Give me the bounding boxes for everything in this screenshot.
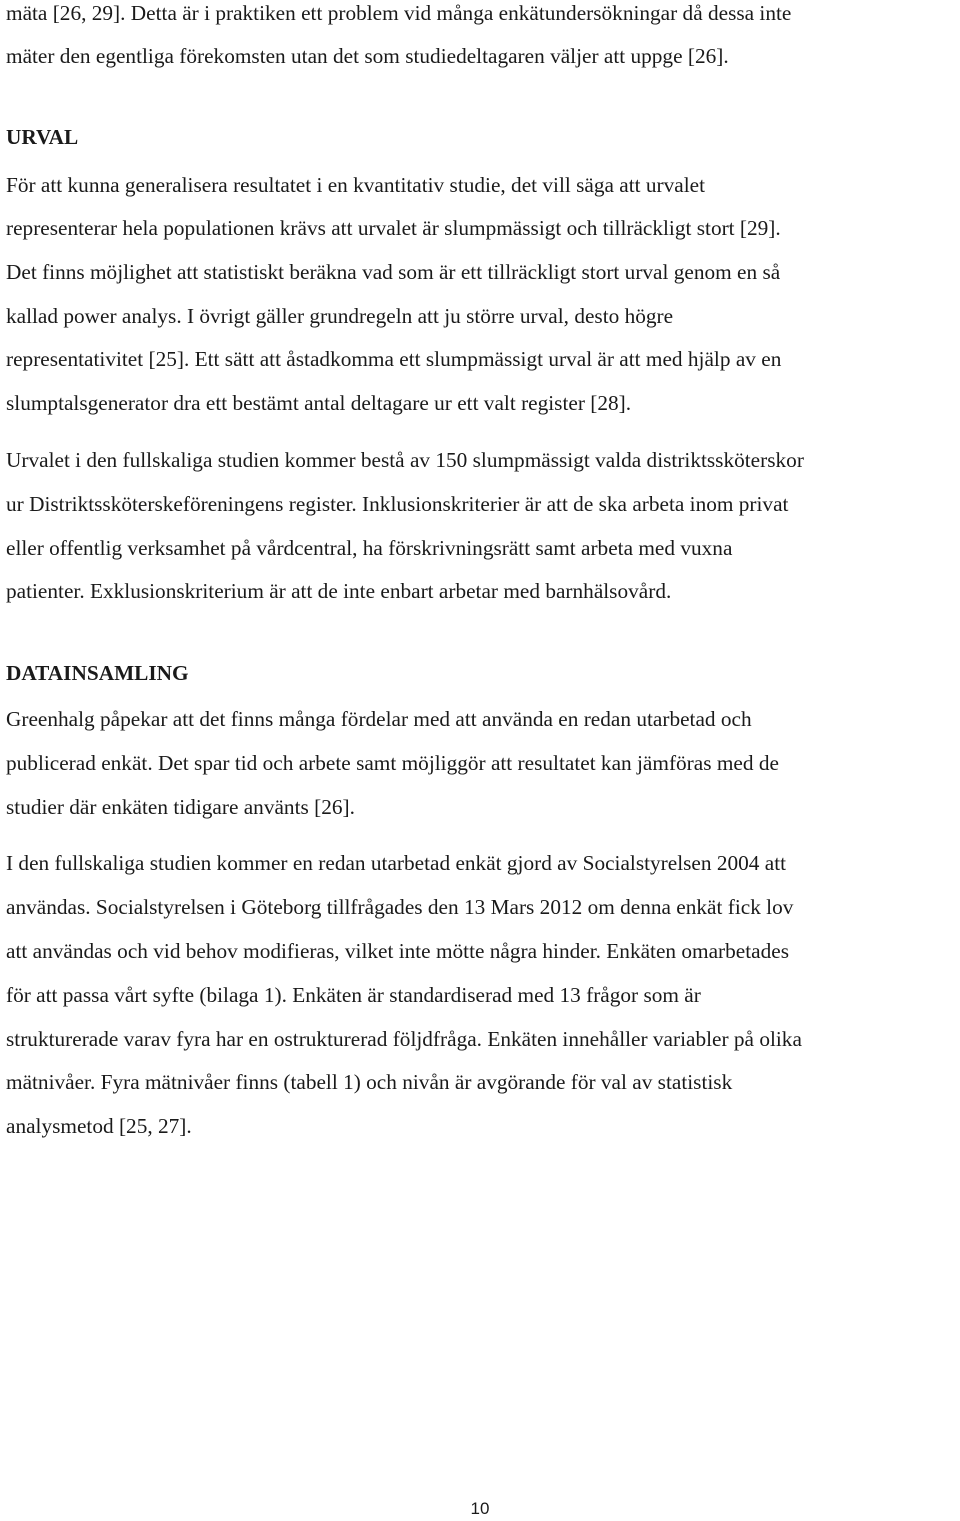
body-text-line: slumptalsgenerator dra ett bestämt antal deltagare ur ett valt register [28]. <box>6 391 632 415</box>
body-text-line: representativitet [25]. Ett sätt att åstadkomma ett slumpmässigt urval är att med hjälp av en <box>6 347 782 371</box>
body-text-line: strukturerade varav fyra har en ostrukturerad följdfråga. Enkäten innehåller variabler på olika <box>6 1027 802 1051</box>
body-text-line: analysmetod [25, 27]. <box>6 1114 192 1138</box>
body-text-line: Urvalet i den fullskaliga studien kommer bestå av 150 slumpmässigt valda distriktssköterskor <box>6 448 804 472</box>
body-text-line: Det finns möjlighet att statistiskt beräkna vad som är ett tillräckligt stort urval genom en så <box>6 260 781 284</box>
body-text-line: studier där enkäten tidigare använts [26]. <box>6 795 355 819</box>
page-number: 10 <box>470 1499 490 1518</box>
body-text-line: mäter den egentliga förekomsten utan det som studiedeltagaren väljer att uppge [26]. <box>6 44 729 68</box>
section-heading-datainsamling: DATAINSAMLING <box>6 661 189 685</box>
body-text-line: kallad power analys. I övrigt gäller grundregeln att ju större urval, desto högre <box>6 304 674 328</box>
body-text-line: representerar hela populationen krävs att urvalet är slumpmässigt och tillräckligt stort [29]. <box>6 216 781 240</box>
body-text-line: publicerad enkät. Det spar tid och arbete samt möjliggör att resultatet kan jämföras med de <box>6 751 779 775</box>
body-text-line: att användas och vid behov modifieras, vilket inte mötte några hinder. Enkäten omarbetades <box>6 939 790 963</box>
body-text-line: ur Distriktssköterskeföreningens register. Inklusionskriterier är att de ska arbeta inom privat <box>6 492 789 516</box>
body-text-line: eller offentlig verksamhet på vårdcentral, ha förskrivningsrätt samt arbeta med vuxna <box>6 536 733 560</box>
body-text-line: mäta [26, 29]. Detta är i praktiken ett problem vid många enkätundersökningar då dessa inte <box>6 1 792 25</box>
section-heading-urval: URVAL <box>6 125 79 149</box>
body-text-line: patienter. Exklusionskriterium är att de inte enbart arbetar med barnhälsovård. <box>6 579 672 603</box>
body-text-line: I den fullskaliga studien kommer en redan utarbetad enkät gjord av Socialstyrelsen 2004 att <box>6 851 787 875</box>
body-text-line: Greenhalg påpekar att det finns många fördelar med att använda en redan utarbetad och <box>6 707 752 731</box>
body-text-line: användas. Socialstyrelsen i Göteborg tillfrågades den 13 Mars 2012 om denna enkät fick lov <box>6 895 794 919</box>
body-text-line: för att passa vårt syfte (bilaga 1). Enkäten är standardiserad med 13 frågor som är <box>6 983 701 1007</box>
body-text-line: För att kunna generalisera resultatet i en kvantitativ studie, det vill säga att urvalet <box>6 173 706 197</box>
body-text-line: mätnivåer. Fyra mätnivåer finns (tabell 1) och nivån är avgörande för val av statistisk <box>6 1070 733 1094</box>
